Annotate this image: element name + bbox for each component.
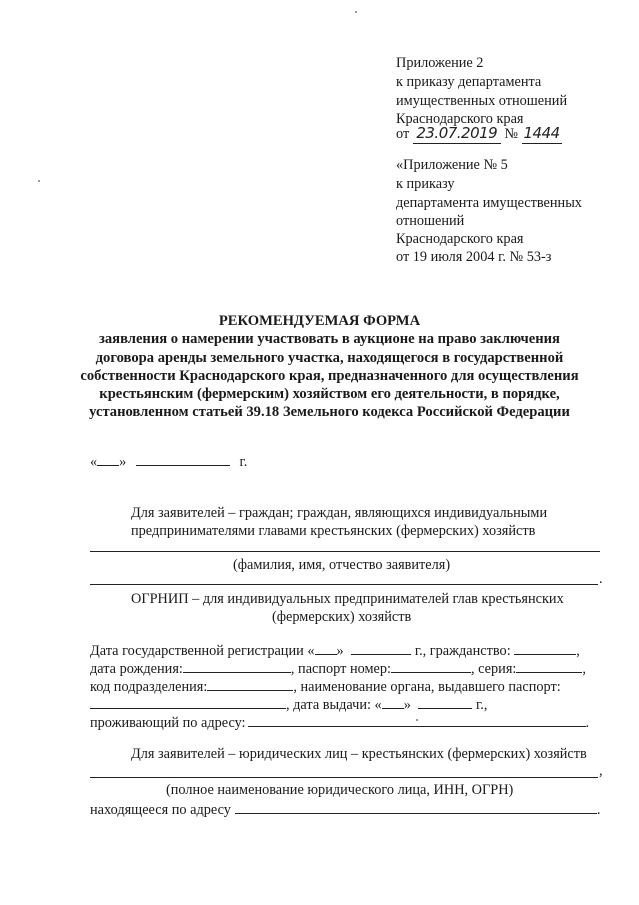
reg-day-field[interactable]: [315, 641, 337, 655]
reg-month-field[interactable]: [351, 641, 411, 655]
scan-speck: [38, 180, 40, 182]
birth-date-field[interactable]: [183, 659, 291, 673]
passport-series-field[interactable]: [516, 659, 582, 673]
legal-name-field[interactable]: [90, 777, 598, 778]
fio-field[interactable]: [90, 551, 600, 552]
residence-address-field[interactable]: [248, 713, 586, 727]
prev-appendix-order: к приказу: [396, 176, 455, 192]
fio-caption: (фамилия, имя, отчество заявителя): [233, 557, 451, 573]
birth-passport-line: дата рождения: , паспорт номер: , серия: ,: [90, 661, 586, 677]
passport-number-field[interactable]: [391, 659, 471, 673]
legal-heading: Для заявителей – юридических лиц – крестьянских (фермерских) хозяйств: [131, 746, 587, 762]
division-line: код подразделения: , наименование органа, выдавшего паспорт:: [90, 679, 561, 695]
issue-line: , дата выдачи: « » г.,: [90, 695, 487, 714]
appendix-label: Приложение 2: [396, 55, 484, 71]
appendix-date-line: [396, 124, 562, 144]
month-year-field[interactable]: [136, 452, 230, 466]
appendix-order: к приказу департамента: [396, 74, 542, 90]
form-title-main: РЕКОМЕНДУЕМАЯ ФОРМА: [218, 313, 421, 329]
prev-appendix-region: Краснодарского края: [396, 231, 524, 247]
application-date-line: « » г.: [90, 454, 248, 470]
legal-address-field[interactable]: [235, 800, 597, 814]
handwritten-date: 23.07.2019: [413, 124, 501, 144]
issuer-field[interactable]: [90, 695, 286, 709]
prev-appendix-dept1: департамента имущественных: [396, 195, 582, 211]
number-label: №: [504, 126, 519, 142]
fio-field-2[interactable]: [90, 584, 598, 585]
prev-appendix-label: «Приложение № 5: [396, 157, 508, 173]
scan-speck: [355, 11, 357, 13]
appendix-region: Краснодарского края: [396, 111, 524, 127]
citizens-heading: Для заявителей – граждан; граждан, являющихся индивидуальными: [131, 505, 548, 521]
residence-line: проживающий по адресу: .: [90, 715, 590, 731]
legal-address-line: находящееся по адресу .: [90, 802, 601, 818]
prev-appendix-date: от 19 июля 2004 г. № 53-з: [396, 249, 552, 265]
day-field[interactable]: [97, 452, 119, 466]
form-title-line: заявления о намерении участвовать в аукционе на право заключения: [99, 331, 560, 347]
legal-name-caption: (полное наименование юридического лица, ИНН, ОГРН): [166, 782, 514, 798]
prev-appendix-dept2: отношений: [396, 213, 465, 229]
issue-month-field[interactable]: [418, 695, 472, 709]
registration-line: Дата государственной регистрации « » г., гражданство: ,: [90, 643, 580, 659]
handwritten-number: 1444: [523, 124, 560, 142]
issue-day-field[interactable]: [382, 695, 404, 709]
from-label: от: [396, 126, 410, 142]
citizens-heading-2: предпринимателями главами крестьянских (фермерских) хозяйств: [131, 523, 536, 539]
ogrnip-caption-2: (фермерских) хозяйств: [272, 609, 412, 625]
form-title-line: собственности Краснодарского края, предназначенного для осуществления: [80, 368, 579, 384]
form-title-line: крестьянским (фермерским) хозяйством его деятельности, в порядке,: [99, 386, 560, 402]
form-title-line: установленном статьей 39.18 Земельного кодекса Российской Федерации: [89, 404, 570, 420]
division-code-field[interactable]: [207, 677, 293, 691]
ogrnip-caption: ОГРНИП – для индивидуальных предпринимателей глав крестьянских: [131, 591, 564, 607]
appendix-dept: имущественных отношений: [396, 93, 568, 109]
citizenship-field[interactable]: [514, 641, 576, 655]
form-title-line: договора аренды земельного участка, находящегося в государственной: [95, 350, 564, 366]
